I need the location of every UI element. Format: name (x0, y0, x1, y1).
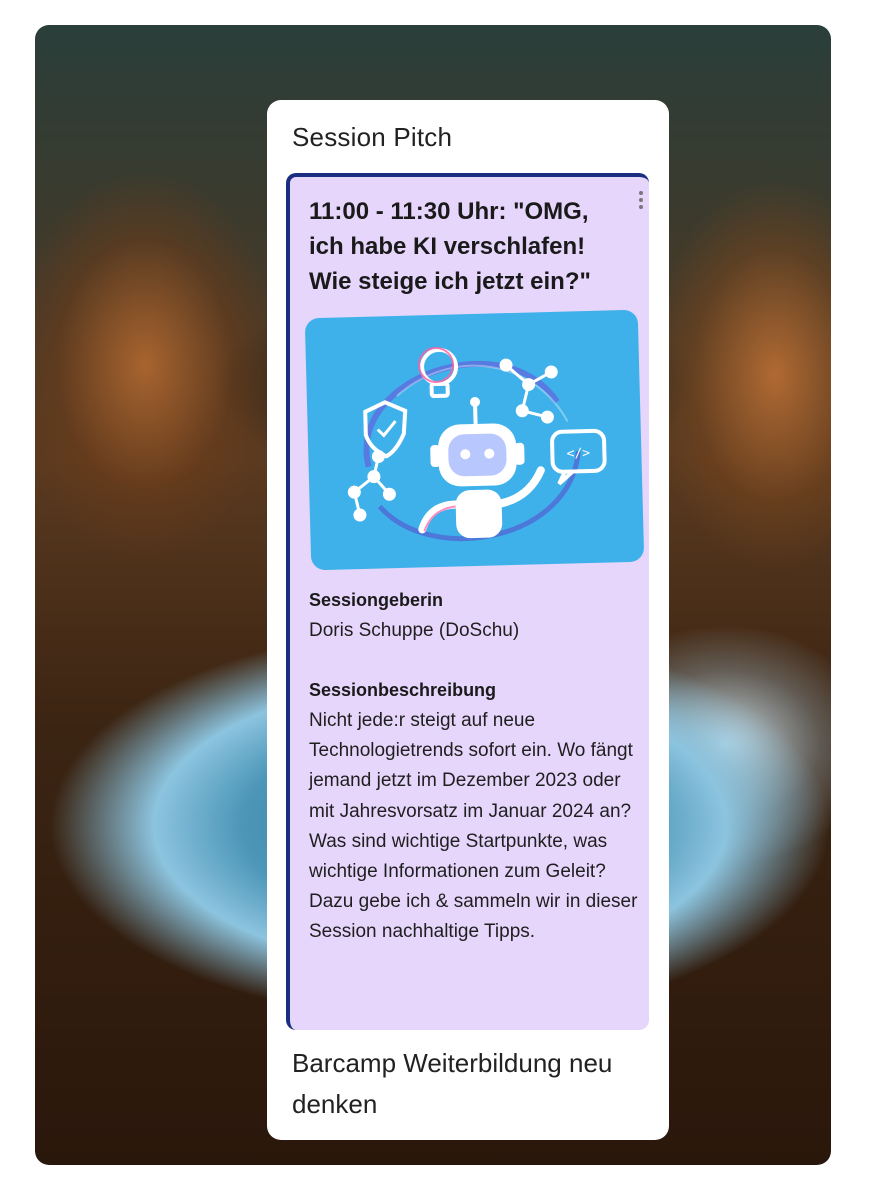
session-title: 11:00 - 11:30 Uhr: "OMG, ich habe KI verschlafen! Wie steige ich jetzt ein?" (309, 198, 591, 295)
card-footer-title: Barcamp Weiterbildung neu denken (292, 1048, 613, 1119)
speaker-value: Doris Schuppe (DoSchu) (309, 620, 520, 641)
session-item[interactable] (286, 173, 649, 1030)
speaker-label: Sessiongeberin (309, 590, 444, 610)
session-pitch-card[interactable] (267, 100, 669, 1140)
more-options-icon[interactable] (638, 191, 644, 212)
card-title: Session Pitch (292, 122, 453, 152)
description-label: Sessionbeschreibung (309, 680, 497, 700)
description-text: Nicht jede:r steigt auf neue Technologietrends sofort ein. Wo fängt jemand jetzt im Dezember 2023 oder mit Jahresvorsatz im Januar 2024 an? Was sind wichtige Startpunkte, was wichtige Informationen zum Geleit? Dazu gebe ich & sammeln wir in dieser Session nachhaltige Tipps. (309, 710, 638, 943)
robot-ai-illustration (305, 310, 644, 571)
svg-text:</>: </> (566, 445, 591, 462)
background-photo-coffee-cup (35, 25, 831, 1165)
